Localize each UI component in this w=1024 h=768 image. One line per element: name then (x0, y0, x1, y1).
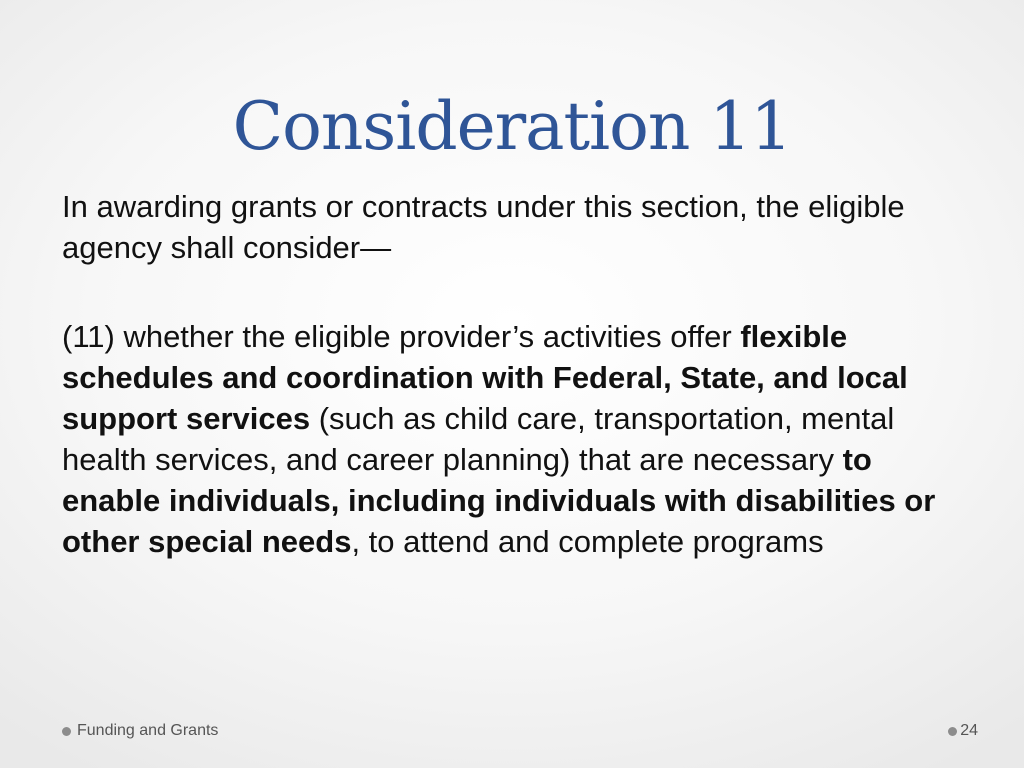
paragraph-text-1: (11) whether the eligible provider’s activities offer (62, 319, 741, 354)
slide-title: Consideration 11 (232, 88, 792, 165)
paragraph-bold-2: to enable individuals, including individuals with disabilities or other special needs (62, 442, 936, 559)
footer-label: Funding and Grants (77, 722, 219, 739)
page-number: 24 (960, 722, 978, 739)
paragraph-text-2: (such as child care, transportation, mental health services, and career planning) that are necessary (62, 401, 895, 477)
intro-paragraph: In awarding grants or contracts under this section, the eligible agency shall consider— (62, 189, 905, 265)
bullet-dot-icon (62, 727, 71, 736)
footer-right (948, 722, 978, 740)
paragraph-text-3: , to attend and complete programs (351, 524, 824, 559)
slide-body (62, 186, 972, 562)
footer-left (62, 722, 218, 740)
paragraph-bold-1: flexible schedules and coordination with Federal, State, and local support services (62, 319, 908, 436)
bullet-dot-icon (948, 727, 957, 736)
consideration-paragraph (62, 316, 972, 562)
